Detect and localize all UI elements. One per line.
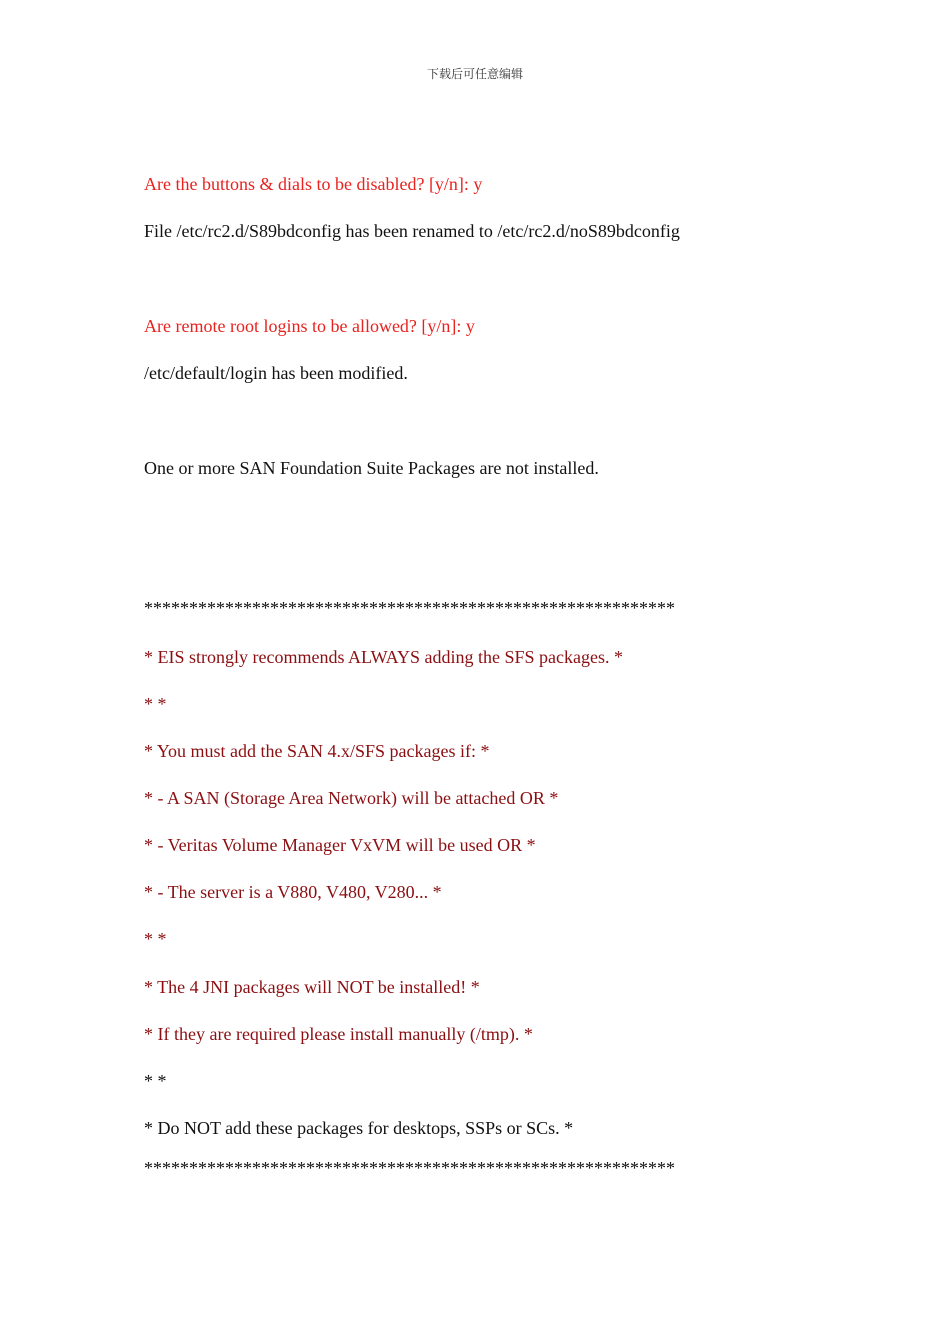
banner-line: * * bbox=[144, 1071, 167, 1091]
banner-line: * - The server is a V880, V480, V280... * bbox=[144, 882, 442, 902]
banner-line: * If they are required please install manually (/tmp). * bbox=[144, 1024, 533, 1044]
banner-line: * EIS strongly recommends ALWAYS adding the SFS packages. * bbox=[144, 647, 623, 667]
prompt-buttons-dials: Are the buttons & dials to be disabled? [y/n]: y bbox=[144, 174, 483, 194]
banner-line: * - Veritas Volume Manager VxVM will be used OR * bbox=[144, 835, 536, 855]
banner-line: * * bbox=[144, 694, 167, 714]
prompt-remote-root-logins: Are remote root logins to be allowed? [y/n]: y bbox=[144, 316, 475, 336]
banner-line: * The 4 JNI packages will NOT be installed! * bbox=[144, 977, 480, 997]
banner-line: * Do NOT add these packages for desktops, SSPs or SCs. * bbox=[144, 1118, 574, 1138]
output-bdconfig-renamed: File /etc/rc2.d/S89bdconfig has been renamed to /etc/rc2.d/noS89bdconfig bbox=[144, 221, 680, 241]
page-header: 下载后可任意编辑 bbox=[426, 67, 523, 81]
output-sfs-not-installed: One or more SAN Foundation Suite Packages are not installed. bbox=[144, 458, 599, 478]
banner-line: * * bbox=[144, 929, 167, 949]
banner-border-top: *********************************************************** bbox=[144, 598, 675, 618]
banner-line: * You must add the SAN 4.x/SFS packages if: * bbox=[144, 741, 490, 761]
output-login-modified: /etc/default/login has been modified. bbox=[144, 363, 408, 383]
banner-border-bottom: *********************************************************** bbox=[144, 1158, 675, 1178]
banner-line: * - A SAN (Storage Area Network) will be attached OR * bbox=[144, 788, 559, 808]
